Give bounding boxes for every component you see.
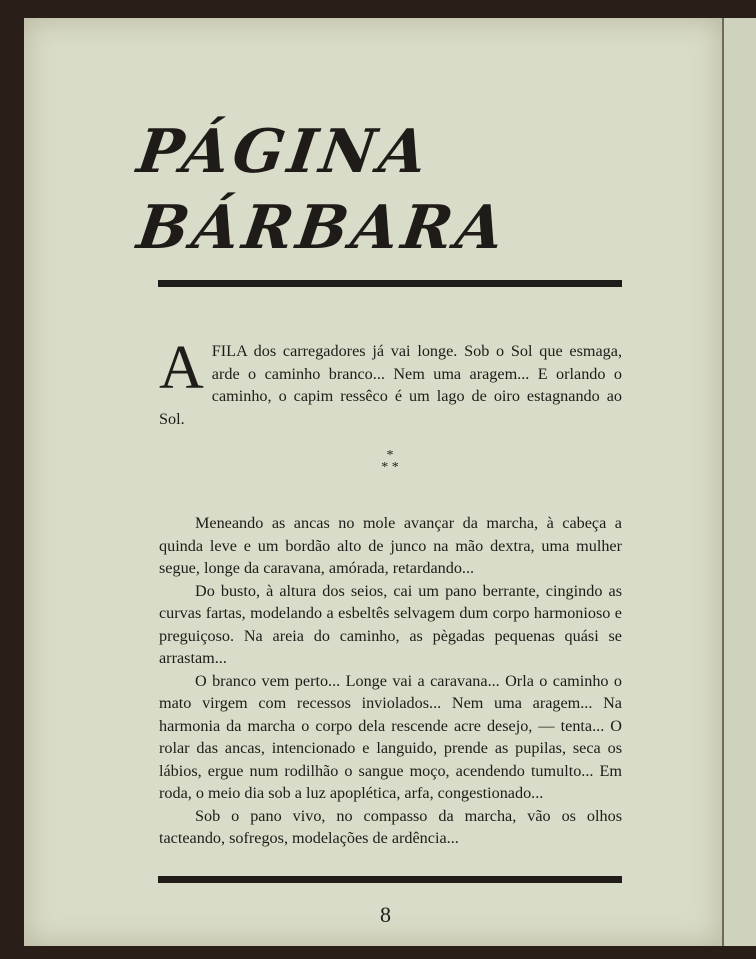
paragraph: Do busto, à altura dos seios, cai um pano berrante, cingindo as curvas fartas, modelando a esbeltês selvagem dum corpo harmonioso e preguiçoso. Na areia do caminho, as pègadas pequenas quási se arrastam... (159, 581, 622, 667)
top-rule (158, 280, 622, 287)
title-line-1: PÁGINA (133, 117, 435, 187)
intro-paragraph (159, 334, 622, 430)
next-page-edge (722, 18, 756, 946)
drop-cap: A (159, 334, 204, 402)
title-line-2: BÁRBARA (133, 193, 512, 263)
intro-text: FILA dos carregadores já vai longe. Sob o Sol que esmaga, arde o caminho branco... Nem uma aragem... E orlando o caminho, o capim ressêco é um lago de oiro estagnando ao Sol. (159, 342, 622, 428)
separator-star-top: * (386, 448, 394, 463)
section-separator (355, 450, 425, 480)
bottom-rule (158, 876, 622, 883)
paragraph: O branco vem perto... Longe vai a caravana... Orla o caminho o mato virgem com recessos inviolados... Nem uma aragem... Na harmonia da marcha o corpo dela rescende acre desejo, — tenta... O rolar das ancas, intencionado e languido, prende as pupilas, seca os lábios, ergue num rodilhão o sangue moço, acendendo tumulto... Em roda, o meio dia sob a luz apoplética, arfa, congestionado... (159, 671, 622, 802)
page-number: 8 (380, 902, 391, 927)
separator-stars-bottom: * * (381, 460, 399, 475)
body-text (159, 512, 622, 850)
paragraph: Meneando as ancas no mole avançar da marcha, à cabeça a quinda leve e um bordão alto de junco na mão dextra, uma mulher segue, longe da caravana, amórada, retardando... (159, 514, 622, 577)
paragraph: Sob o pano vivo, no compasso da marcha, vão os olhos tacteando, sofregos, modelações de ardência... (159, 806, 622, 847)
